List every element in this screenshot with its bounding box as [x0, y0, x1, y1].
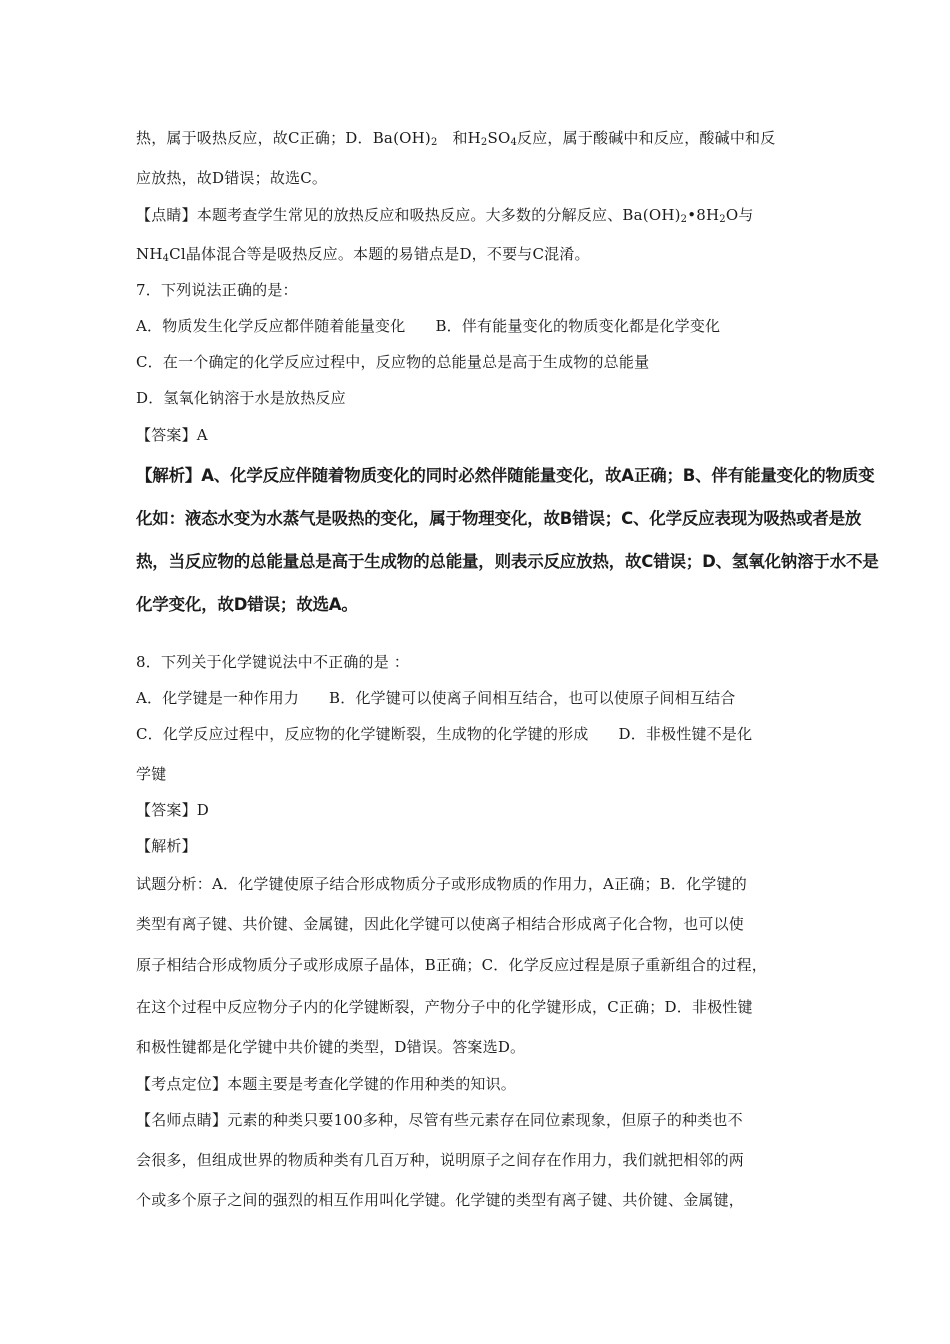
- question-8-stem: 8．下列关于化学键说法中不正确的是 ：: [136, 653, 410, 671]
- mingshi-note-line: 【名师点睛】元素的种类只要100多种，尽管有些元素存在同位素现象，但原子的种类也不: [136, 1111, 743, 1129]
- analysis-line: 化学变化，故D错误；故选A。: [136, 595, 358, 614]
- question-8-options-ab: [136, 688, 735, 708]
- analysis-line: 类型有离子键、共价键、金属键，因此化学键可以使离子相结合形成离子化合物，也可以使: [136, 915, 745, 933]
- answer-label: 【答案】D: [136, 801, 210, 819]
- analysis-line: 热，当反应物的总能量总是高于生成物的总能量，则表示反应放热，故C错误；D、氢氧化钠溶于水不是: [136, 552, 879, 571]
- text-span: •8H: [687, 206, 720, 224]
- text-span: SO: [487, 129, 511, 147]
- analysis-line: 化如：液态水变为水蒸气是吸热的变化，属于物理变化，故B错误；C、化学反应表现为吸热或者是放: [136, 509, 862, 528]
- question-8-options-cd: [136, 724, 752, 744]
- analysis-line: 试题分析：A．化学键使原子结合形成物质分子或形成物质的作用力，A正确；B．化学键的: [136, 875, 747, 893]
- question-7-stem: 7．下列说法正确的是：: [136, 281, 298, 299]
- text-span: 【点睛】本题考查学生常见的放热反应和吸热反应。大多数的分解反应、Ba(OH): [136, 206, 681, 224]
- text-span: Cl晶体混合等是吸热反应。本题的易错点是D，不要与C混淆。: [169, 245, 590, 263]
- text-span: O与: [725, 206, 754, 224]
- subscript: 4: [510, 137, 518, 148]
- option-b: B．化学键可以使离子间相互结合，也可以使原子间相互结合: [329, 689, 736, 707]
- answer-label: 【答案】A: [136, 426, 208, 444]
- option-c: C．在一个确定的化学反应过程中，反应物的总能量总是高于生成物的总能量: [136, 353, 650, 371]
- subscript: 2: [430, 137, 438, 148]
- text-span: 热，属于吸热反应，故C正确；D．Ba(OH): [136, 129, 431, 147]
- option-c: C．化学反应过程中，反应物的化学键断裂，生成物的化学键的形成: [136, 725, 589, 743]
- analysis-line: 原子相结合形成物质分子或形成原子晶体，B正确；C．化学反应过程是原子重新组合的过程，: [136, 956, 767, 974]
- option-d: D．非极性键不是化: [618, 725, 753, 743]
- analysis-heading: 【解析】: [136, 837, 197, 855]
- text-line: [136, 244, 590, 264]
- mingshi-note-line: 个或多个原子之间的强烈的相互作用叫化学键。化学键的类型有离子键、共价键、金属键，: [136, 1191, 745, 1209]
- analysis-line: 和极性键都是化学键中共价键的类型，D错误。答案选D。: [136, 1038, 526, 1056]
- subscript: 2: [680, 214, 688, 225]
- mingshi-note-line: 会很多，但组成世界的物质种类有几百万种，说明原子之间存在作用力，我们就把相邻的两: [136, 1151, 745, 1169]
- kaodian-note: 【考点定位】本题主要是考查化学键的作用种类的知识。: [136, 1075, 517, 1093]
- option-d-continued: 学键: [136, 765, 167, 783]
- subscript: 2: [719, 214, 726, 225]
- question-7-options-ab: [136, 316, 720, 336]
- text-span: 和H: [452, 129, 481, 147]
- note-dianjing: [136, 205, 754, 225]
- text-span: 反应，属于酸碱中和反应，酸碱中和反: [517, 129, 776, 147]
- option-b: B．伴有能量变化的物质变化都是化学变化: [435, 317, 721, 335]
- subscript: 4: [162, 253, 170, 264]
- option-d: D．氢氧化钠溶于水是放热反应: [136, 389, 346, 407]
- subscript: 2: [480, 137, 488, 148]
- analysis-line: 【解析】A、化学反应伴随着物质变化的同时必然伴随能量变化，故A正确；B、伴有能量变化的物质变: [136, 466, 875, 485]
- option-a: A．化学键是一种作用力: [136, 689, 300, 707]
- option-a: A．物质发生化学反应都伴随着能量变化: [136, 317, 406, 335]
- text-line: 应放热，故D错误；故选C。: [136, 169, 328, 187]
- analysis-line: 在这个过程中反应物分子内的化学键断裂，产物分子中的化学键形成，C正确；D．非极性键: [136, 998, 753, 1016]
- text-span: NH: [136, 245, 163, 263]
- text-line: [136, 128, 775, 148]
